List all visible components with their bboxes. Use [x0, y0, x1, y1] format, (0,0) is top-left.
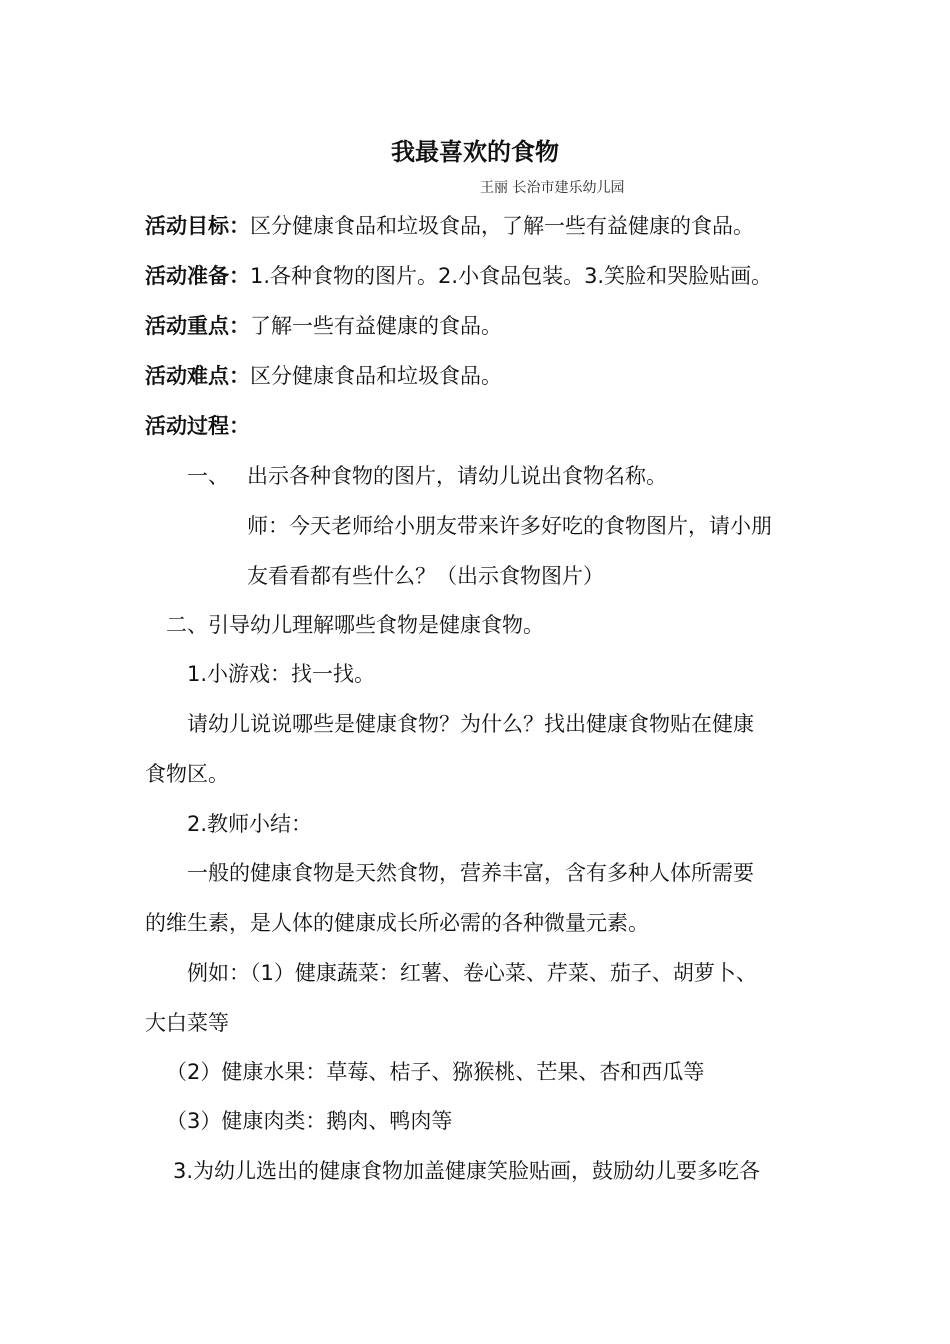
prep-paragraph: [145, 263, 772, 289]
difficulty-paragraph: [145, 363, 502, 389]
author-line: 王丽 长治市建乐幼儿园: [480, 180, 625, 196]
focus-label: 活动重点：: [145, 314, 250, 338]
ask-line-1: 请幼儿说说哪些是健康食物？为什么？找出健康食物贴在健康: [187, 712, 754, 736]
sticker-line: 3.为幼儿选出的健康食物加盖健康笑脸贴画，鼓励幼儿要多吃各: [173, 1159, 761, 1183]
document-title: 我最喜欢的食物: [391, 138, 559, 166]
summary-line: 2.教师小结：: [187, 812, 313, 836]
fruit-line: （2）健康水果：草莓、桔子、猕猴桃、芒果、杏和西瓜等: [166, 1060, 705, 1084]
focus-text: 了解一些有益健康的食品。: [250, 314, 502, 338]
step1-text: 出示各种食物的图片，请幼儿说出食物名称。: [247, 464, 667, 488]
focus-paragraph: [145, 313, 502, 339]
prep-text: 1.各种食物的图片。2.小食品包装。3.笑脸和哭脸贴画。: [250, 264, 773, 288]
difficulty-label: 活动难点：: [145, 364, 250, 388]
process-label: 活动过程：: [145, 414, 250, 438]
meat-line: （3）健康肉类：鹅肉、鸭肉等: [166, 1109, 453, 1133]
step1-number: 一、: [187, 464, 229, 488]
ask-line-2: 食物区。: [145, 762, 229, 786]
general-line-1: 一般的健康食物是天然食物，营养丰富，含有多种人体所需要: [187, 861, 754, 885]
general-line-2: 的维生素，是人体的健康成长所必需的各种微量元素。: [145, 911, 649, 935]
goal-label: 活动目标：: [145, 214, 250, 238]
step2-heading: 二、引导幼儿理解哪些食物是健康食物。: [166, 613, 544, 637]
goal-paragraph: [145, 213, 754, 239]
prep-label: 活动准备：: [145, 264, 250, 288]
example-line-2: 大白菜等: [145, 1011, 229, 1035]
example-line-1: 例如：（1）健康蔬菜：红薯、卷心菜、芹菜、茄子、胡萝卜、: [187, 961, 757, 985]
teacher-line-2: 友看看都有些什么？（出示食物图片）: [247, 564, 604, 588]
difficulty-text: 区分健康食品和垃圾食品。: [250, 364, 502, 388]
teacher-line-1: 师：今天老师给小朋友带来许多好吃的食物图片，请小朋: [247, 514, 772, 538]
game-line: 1.小游戏：找一找。: [187, 662, 376, 686]
goal-text: 区分健康食品和垃圾食品，了解一些有益健康的食品。: [250, 214, 754, 238]
